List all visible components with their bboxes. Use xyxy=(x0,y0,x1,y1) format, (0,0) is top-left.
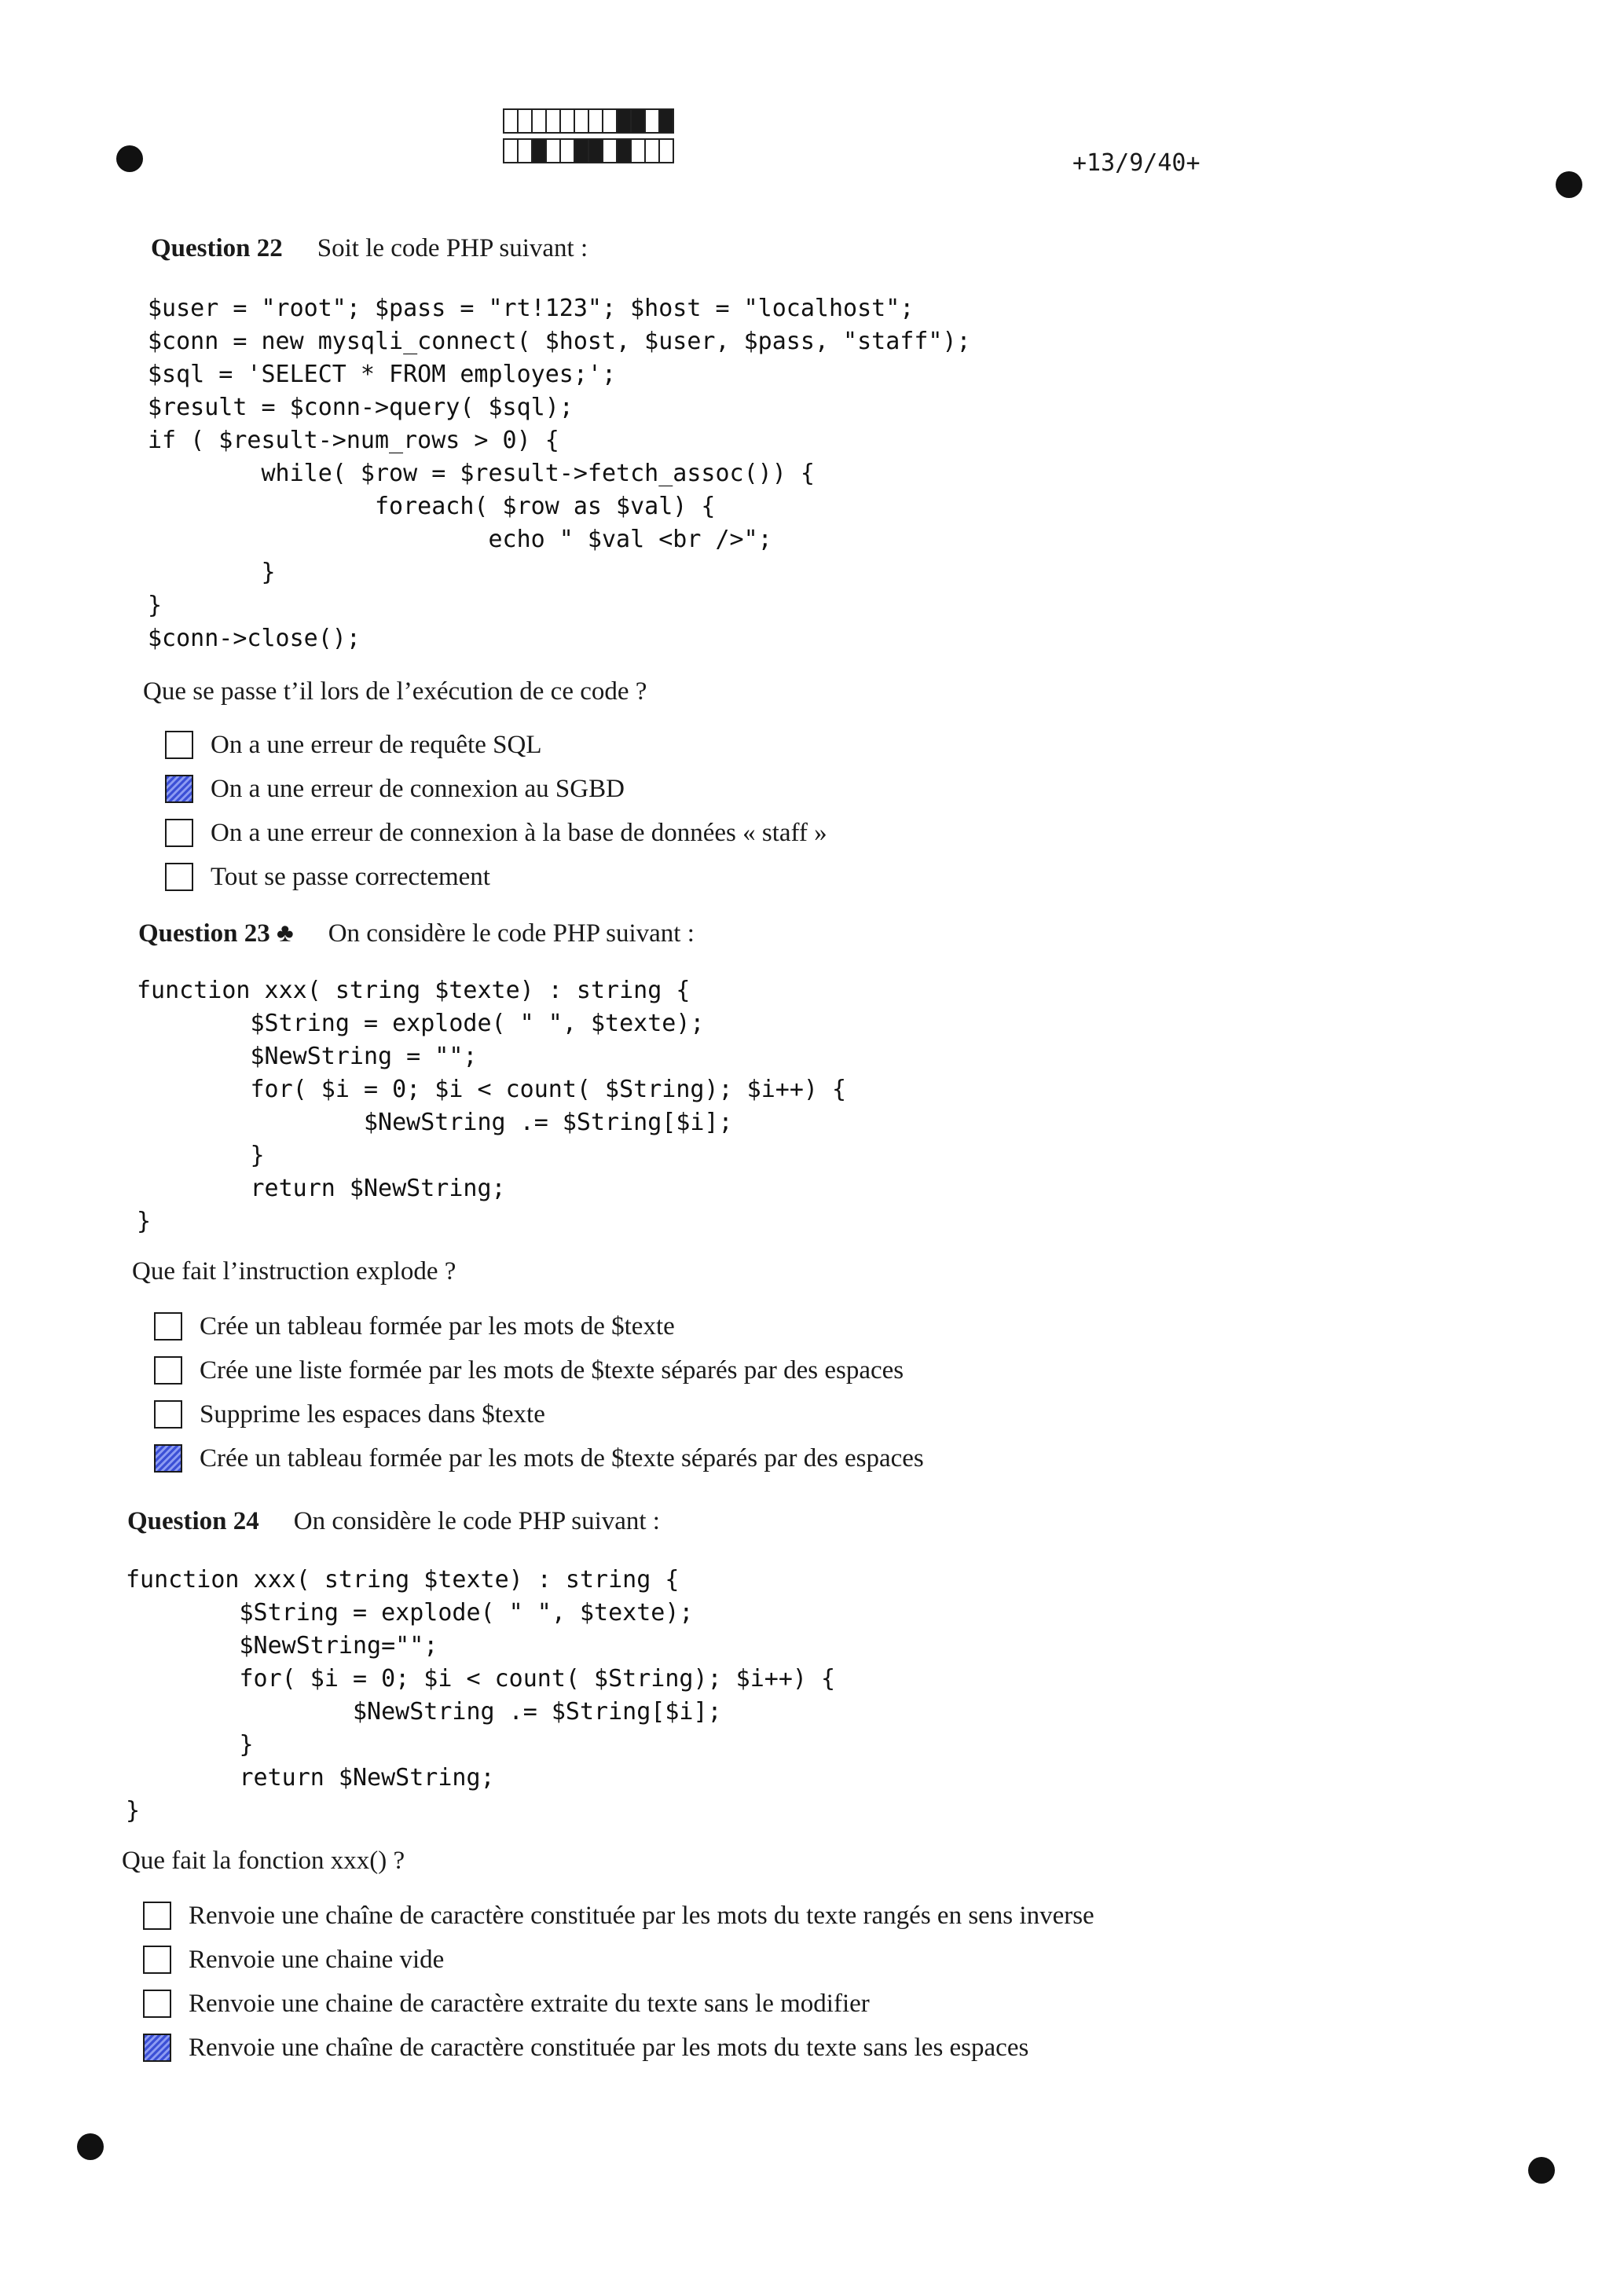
barcode-cell xyxy=(644,108,660,134)
barcode-cell xyxy=(574,108,589,134)
answer-option[interactable] xyxy=(143,1938,1094,1982)
question-label: Question 22 xyxy=(151,234,283,262)
barcode-cell xyxy=(630,138,646,163)
registration-mark-bottom-right xyxy=(1528,2157,1555,2184)
answer-option[interactable] xyxy=(154,1348,924,1392)
answer-label: Crée un tableau formée par les mots de $texte xyxy=(200,1311,675,1341)
barcode-cell xyxy=(559,138,575,163)
barcode-cell xyxy=(517,108,533,134)
question-22-heading xyxy=(151,234,588,263)
answer-option[interactable] xyxy=(165,811,827,855)
empty-checkbox[interactable] xyxy=(143,1946,171,1974)
empty-checkbox[interactable] xyxy=(165,819,193,847)
answer-label: Renvoie une chaine vide xyxy=(189,1945,445,1974)
answer-option[interactable] xyxy=(154,1304,924,1348)
answer-option[interactable] xyxy=(165,855,827,899)
barcode-cell xyxy=(559,108,575,134)
answer-option[interactable] xyxy=(143,1894,1094,1938)
empty-checkbox[interactable] xyxy=(143,1902,171,1930)
empty-checkbox[interactable] xyxy=(154,1400,182,1429)
answer-label: On a une erreur de connexion à la base de données « staff » xyxy=(211,818,827,847)
barcode-cell xyxy=(545,138,561,163)
checked-checkbox[interactable] xyxy=(165,775,193,803)
barcode-cell xyxy=(616,108,632,134)
answer-option[interactable] xyxy=(154,1436,924,1480)
barcode-cell xyxy=(644,138,660,163)
barcode-cell xyxy=(545,108,561,134)
question-label: Question 24 xyxy=(127,1507,259,1535)
checked-checkbox[interactable] xyxy=(154,1444,182,1473)
answer-option[interactable] xyxy=(143,1982,1094,2026)
answer-label: On a une erreur de connexion au SGBD xyxy=(211,774,625,803)
question-24-prompt: Que fait la fonction xxx() ? xyxy=(122,1847,405,1875)
answer-label: Crée un tableau formée par les mots de $texte séparés par des espaces xyxy=(200,1443,924,1473)
empty-checkbox[interactable] xyxy=(165,731,193,759)
registration-mark-top-left xyxy=(116,145,143,172)
page-code: +13/9/40+ xyxy=(1072,149,1201,177)
barcode-cell xyxy=(517,138,533,163)
answer-label: Renvoie une chaine de caractère extraite du texte sans le modifier xyxy=(189,1989,870,2018)
barcode-cell xyxy=(630,108,646,134)
empty-checkbox[interactable] xyxy=(154,1312,182,1341)
question-intro: Soit le code PHP suivant : xyxy=(317,234,588,262)
checked-checkbox[interactable] xyxy=(143,2034,171,2062)
question-22-answers xyxy=(165,723,827,899)
question-22-prompt: Que se passe t’il lors de l’exécution de ce code ? xyxy=(143,677,647,706)
answer-option[interactable] xyxy=(165,767,827,811)
question-24-code: function xxx( string $texte) : string { $String = explode( " ", $texte); $NewString=""; for( $i = 0; $i < count( $String); $i++) { $NewString .= $String[$i]; } return $NewString; } xyxy=(126,1566,836,1825)
barcode-cell xyxy=(602,138,618,163)
answer-label: Renvoie une chaîne de caractère constituée par les mots du texte sans les espaces xyxy=(189,2033,1029,2062)
question-24-heading xyxy=(127,1507,660,1536)
barcode-cell xyxy=(588,108,603,134)
registration-mark-top-right xyxy=(1556,171,1582,198)
answer-label: On a une erreur de requête SQL xyxy=(211,730,542,759)
registration-mark-bottom-left xyxy=(77,2133,104,2160)
barcode-cell xyxy=(531,138,547,163)
barcode-cell xyxy=(588,138,603,163)
barcode-cell xyxy=(531,108,547,134)
answer-option[interactable] xyxy=(143,2026,1094,2070)
question-label: Question 23 ♣ xyxy=(138,919,294,948)
question-intro: On considère le code PHP suivant : xyxy=(328,919,695,948)
question-23-heading xyxy=(138,919,695,948)
barcode-cell xyxy=(658,138,674,163)
answer-label: Supprime les espaces dans $texte xyxy=(200,1399,545,1429)
barcode-row-2 xyxy=(503,138,673,163)
barcode-row-1 xyxy=(503,108,673,134)
answer-option[interactable] xyxy=(154,1392,924,1436)
question-24-answers xyxy=(143,1894,1094,2070)
question-23-prompt: Que fait l’instruction explode ? xyxy=(132,1257,456,1286)
barcode-cell xyxy=(503,138,519,163)
barcode-cell xyxy=(658,108,674,134)
answer-option[interactable] xyxy=(165,723,827,767)
question-intro: On considère le code PHP suivant : xyxy=(293,1507,660,1535)
answer-label: Tout se passe correctement xyxy=(211,862,490,891)
empty-checkbox[interactable] xyxy=(154,1356,182,1385)
barcode-cell xyxy=(616,138,632,163)
empty-checkbox[interactable] xyxy=(143,1990,171,2018)
barcode-cell xyxy=(574,138,589,163)
question-23-answers xyxy=(154,1304,924,1480)
empty-checkbox[interactable] xyxy=(165,863,193,891)
barcode-cell xyxy=(602,108,618,134)
answer-label: Crée une liste formée par les mots de $texte séparés par des espaces xyxy=(200,1355,904,1385)
question-22-code: $user = "root"; $pass = "rt!123"; $host = "localhost"; $conn = new mysqli_connect( $host, $user, $pass, "staff"); $sql = 'SELECT * FROM employes;'; $result = $conn->query( $sql); if ( $result->num_rows > 0) { while( $row = $result->fetch_assoc()) { foreach( $row as $val) { echo " $val <br />"; } } $conn->close(); xyxy=(148,295,971,652)
barcode-cell xyxy=(503,108,519,134)
answer-label: Renvoie une chaîne de caractère constituée par les mots du texte rangés en sens inverse xyxy=(189,1901,1094,1930)
question-23-code: function xxx( string $texte) : string { $String = explode( " ", $texte); $NewString = ""; for( $i = 0; $i < count( $String); $i++) { $NewString .= $String[$i]; } return $NewString; } xyxy=(137,977,847,1235)
